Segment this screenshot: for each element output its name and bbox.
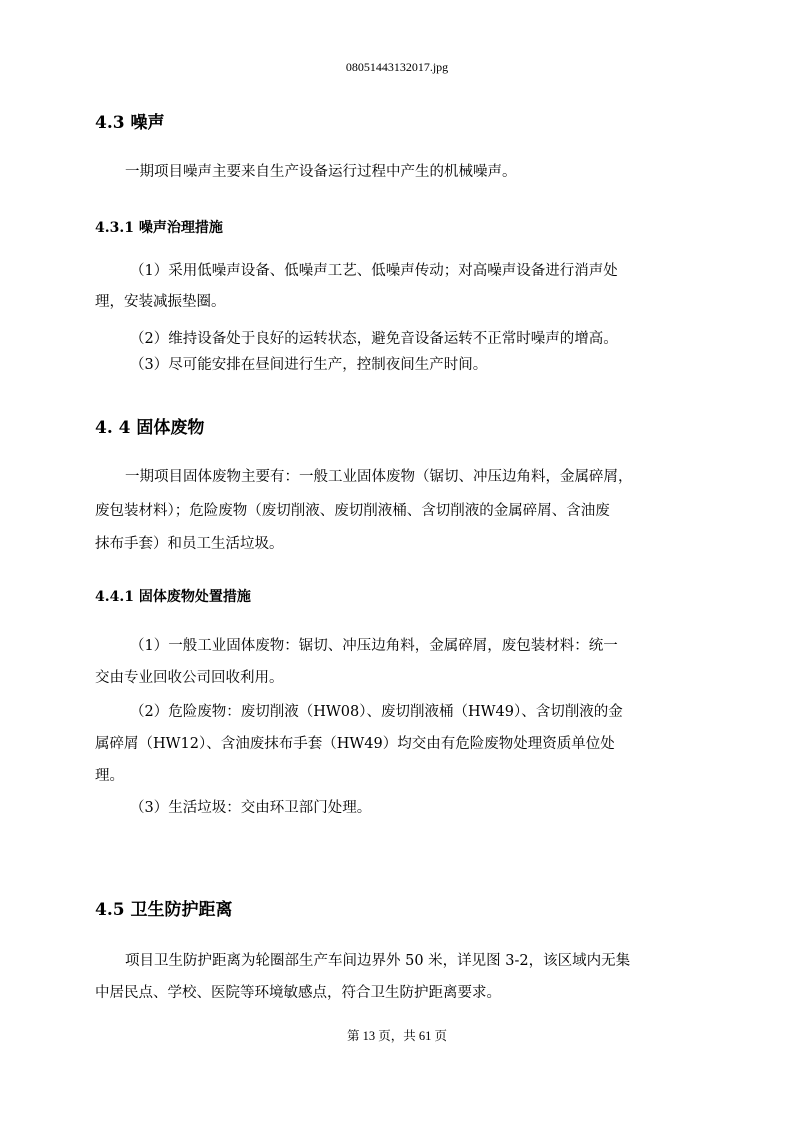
- section-4-4-1-heading: 4.4.1 固体废物处置措施: [95, 589, 251, 605]
- section-4-4-heading: 4. 4 固体废物: [95, 418, 205, 438]
- section-4-3-1-heading: 4.3.1 噪声治理措施: [95, 220, 223, 236]
- section-4-4-intro-line-3: 抹布手套）和员工生活垃圾。: [95, 536, 284, 552]
- section-4-4-intro-line-2: 废包装材料）；危险废物（废切削液、废切削液桶、含切削液的金属碎屑、含油废: [95, 503, 610, 519]
- noise-measure-3: （3）尽可能安排在昼间进行生产，控制夜间生产时间。: [130, 357, 488, 373]
- noise-measure-1-line-2: 理，安装减振垫圈。: [95, 294, 226, 310]
- noise-measure-1-line-1: （1）采用低噪声设备、低噪声工艺、低噪声传动；对高噪声设备进行消声处: [130, 263, 618, 279]
- waste-measure-2-line-3: 理。: [95, 768, 124, 784]
- section-4-5-heading: 4.5 卫生防护距离: [95, 900, 233, 920]
- waste-measure-2-line-2: 属碎屑（HW12）、含油废抹布手套（HW49）均交由有危险废物处理资质单位处: [95, 736, 615, 752]
- noise-measure-2: （2）维持设备处于良好的运转状态，避免音设备运转不正常时噪声的增高。: [130, 331, 618, 347]
- waste-measure-3: （3）生活垃圾：交由环卫部门处理。: [130, 800, 372, 816]
- page-number-footer: 第 13 页，共 61 页: [346, 1029, 447, 1043]
- waste-measure-1-line-1: （1）一般工业固体废物：锯切、冲压边角料，金属碎屑，废包装材料：统一: [130, 638, 618, 654]
- section-4-5-body-line-2: 中居民点、学校、医院等环境敏感点，符合卫生防护距离要求。: [95, 985, 501, 1001]
- page-header-filename: 08051443132017.jpg: [345, 60, 449, 74]
- section-4-5-body-line-1: 项目卫生防护距离为轮圈部生产车间边界外 50 米，详见图 3-2，该区域内无集: [125, 953, 631, 969]
- section-4-3-heading: 4.3 噪声: [95, 113, 165, 133]
- waste-measure-2-line-1: （2）危险废物：废切削液（HW08）、废切削液桶（HW49）、含切削液的金: [130, 704, 623, 720]
- section-4-4-intro-line-1: 一期项目固体废物主要有：一般工业固体废物（锯切、冲压边角料，金属碎屑，: [125, 469, 633, 485]
- section-4-3-intro: 一期项目噪声主要来自生产设备运行过程中产生的机械噪声。: [125, 164, 517, 180]
- waste-measure-1-line-2: 交由专业回收公司回收利用。: [95, 670, 284, 686]
